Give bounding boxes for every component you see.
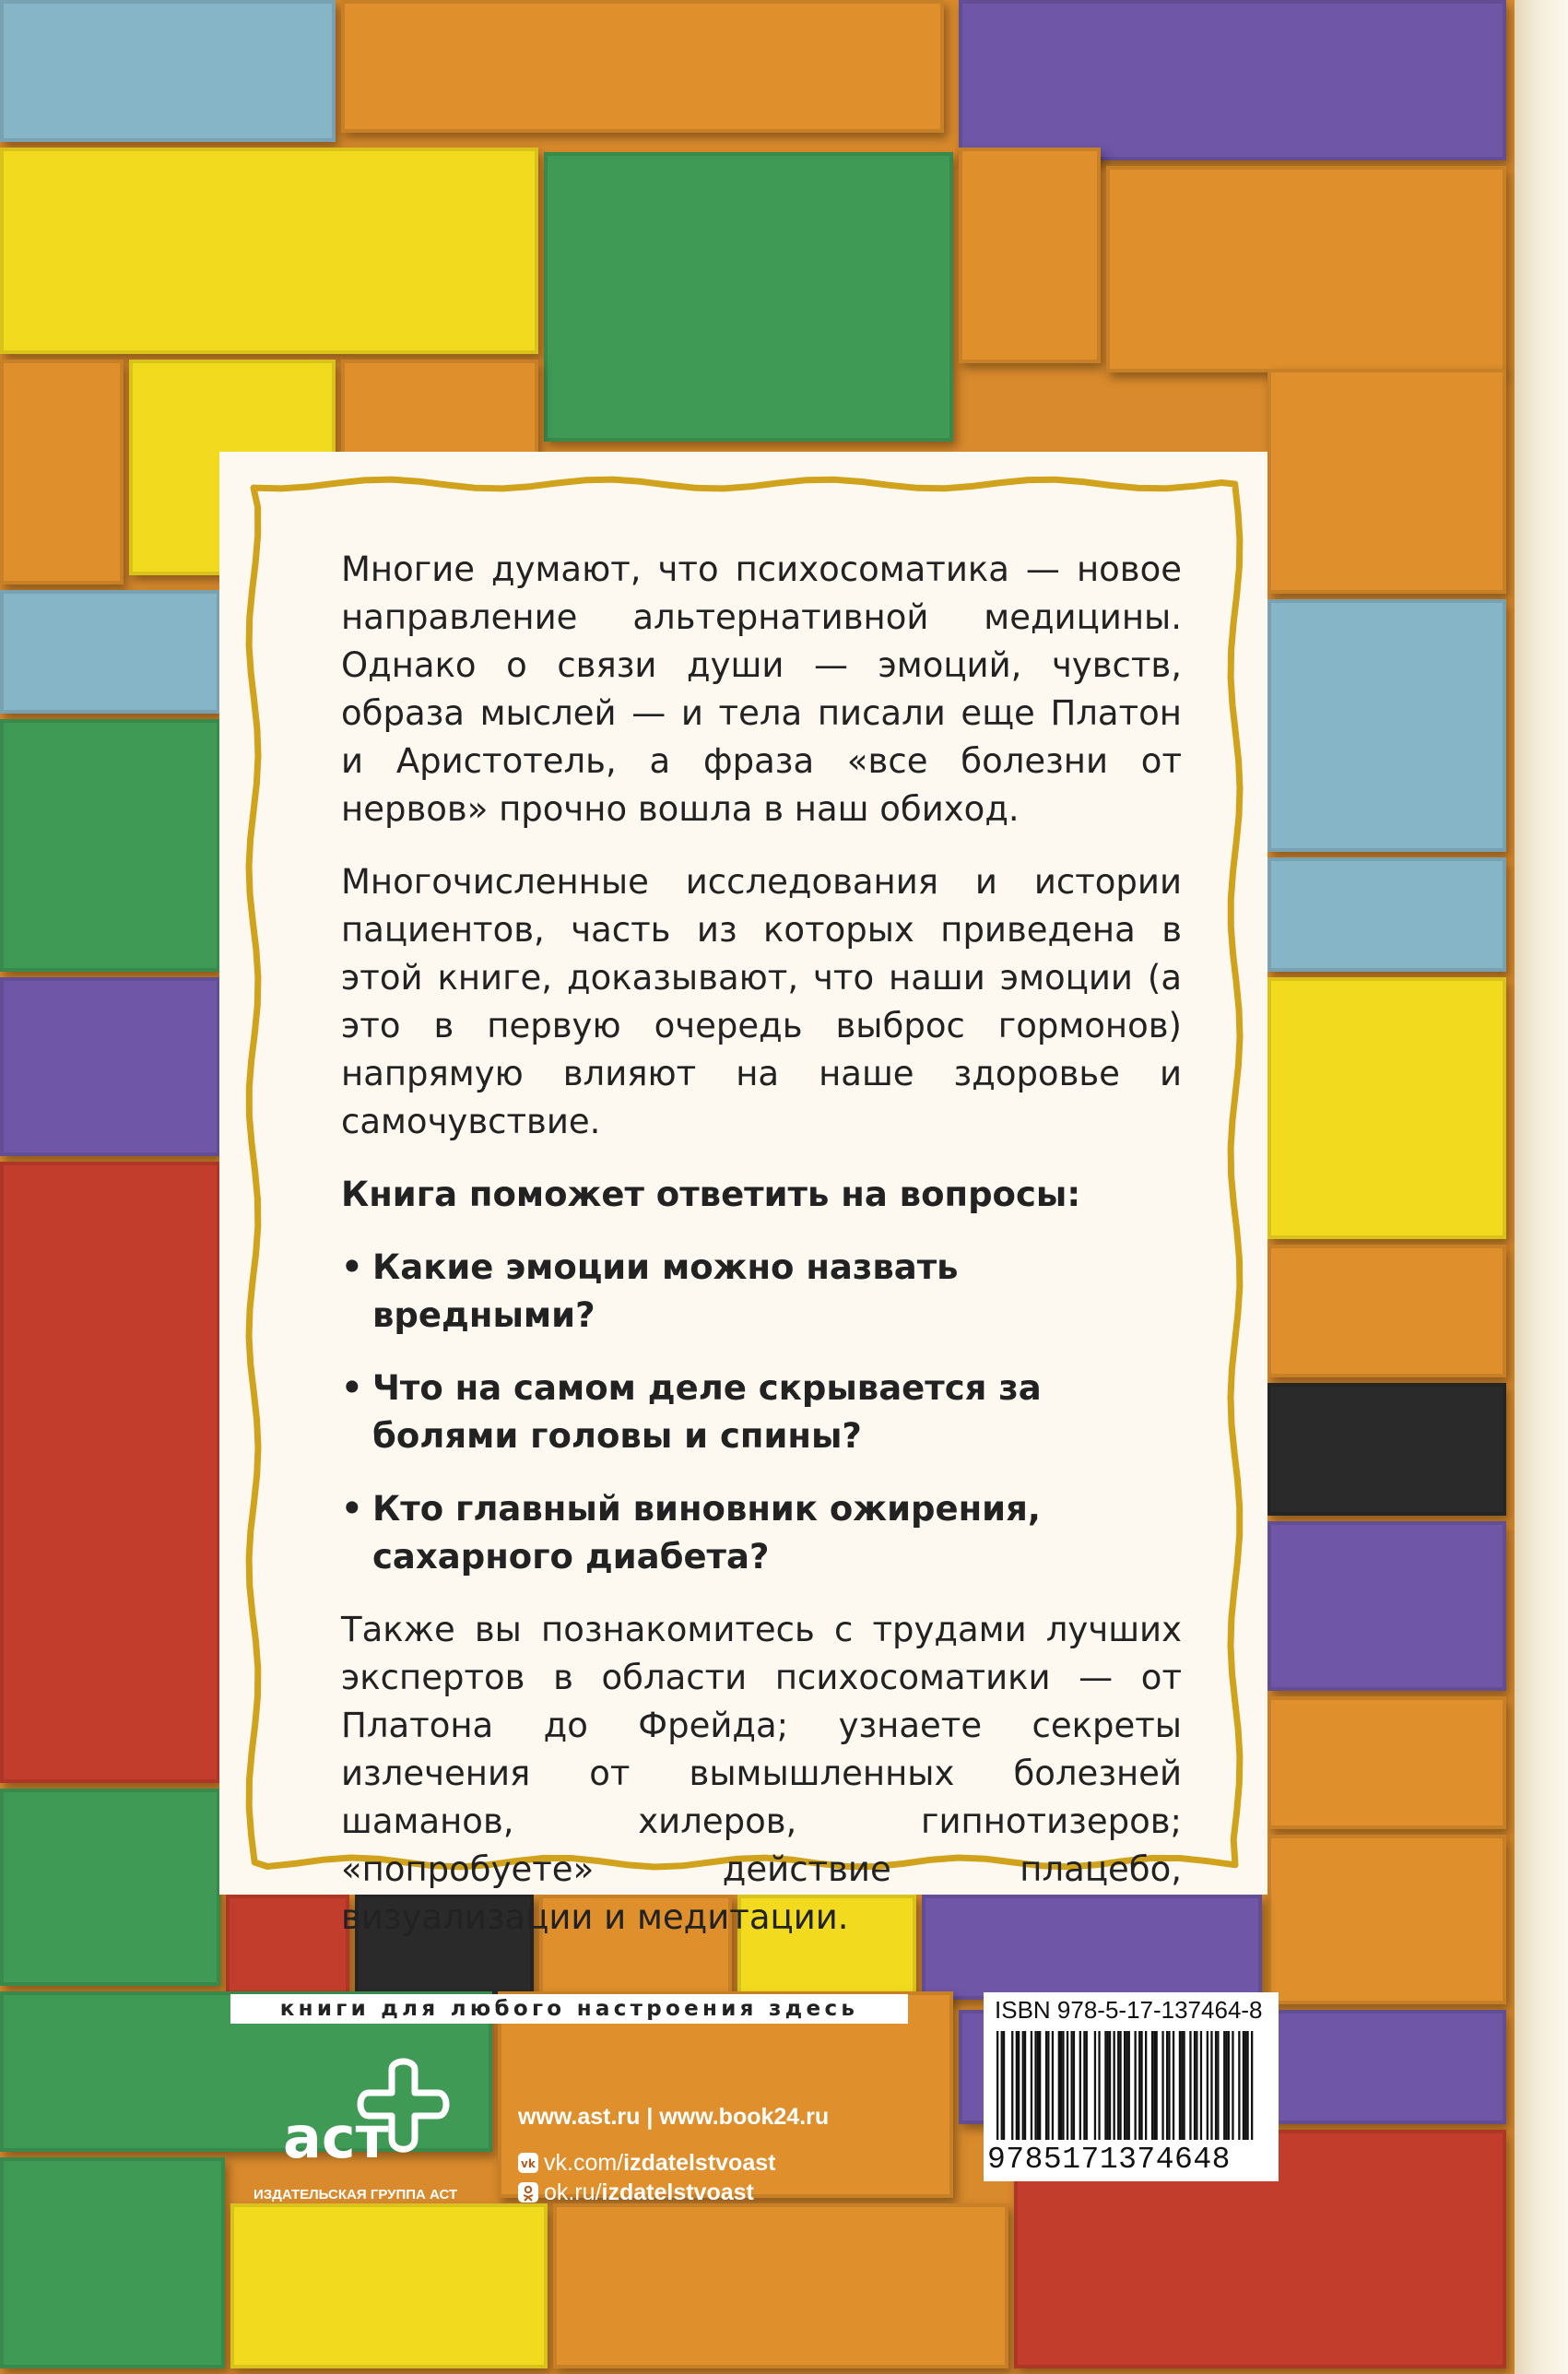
publisher-group-name: ИЗДАТЕЛЬСКАЯ ГРУППА АСТ xyxy=(253,2187,458,2203)
barcode-bar xyxy=(1062,2031,1064,2140)
barcode-bar xyxy=(1181,2031,1183,2140)
barcode-bar xyxy=(1179,2031,1181,2140)
barcode-icon xyxy=(996,2031,1266,2144)
barcode-bar xyxy=(1223,2031,1225,2140)
bullet-text: Какие эмоции можно назвать вредными? xyxy=(372,1247,959,1335)
barcode-bar xyxy=(1001,2031,1003,2140)
isbn-label: ISBN 978-5-17-137464-8 xyxy=(995,1996,1263,2024)
barcode-bar xyxy=(1073,2031,1075,2140)
barcode-bar xyxy=(1016,2031,1018,2140)
barcode-bar xyxy=(1083,2031,1085,2140)
barcode-bar xyxy=(1189,2031,1191,2140)
barcode-bar xyxy=(1117,2031,1119,2140)
barcode-bar xyxy=(1151,2031,1153,2140)
barcode-bar xyxy=(1126,2031,1127,2140)
barcode-bar xyxy=(1047,2031,1049,2140)
bullet-icon: • xyxy=(341,1489,363,1529)
barcode-bar xyxy=(1018,2031,1020,2140)
barcode-bar xyxy=(1031,2031,1032,2140)
paragraph-2: Многочисленные исследования и истории пациентов, часть из которых приведена в этой книге, доказывают, что наши эмоции (а это в первую очередь выброс гормонов) напрямую влияют на наше здоровье и самочувствие. xyxy=(341,862,1182,1141)
barcode-bar xyxy=(1024,2031,1026,2140)
bullet-text: Кто главный виновник ожирения, сахарного диабета? xyxy=(372,1489,1041,1577)
barcode-bar xyxy=(1067,2031,1068,2140)
barcode-bar xyxy=(1058,2031,1060,2140)
barcode-bar xyxy=(1207,2031,1208,2140)
paragraph-3: Также вы познакомитесь с трудами лучших экспертов в области психосоматики — от Платона до Фрейда; узнаете секреты излечения от вымышленных болезней шаманов, хилеров, гипнотизеров; «попробуете» действие плацебо, визуализации и медитации. xyxy=(341,1610,1182,1937)
ok-prefix: ok.ru/ xyxy=(544,2179,602,2205)
isbn-digits: 9785171374648 xyxy=(987,2143,1231,2177)
barcode-bar xyxy=(1166,2031,1168,2140)
barcode-bar xyxy=(1161,2031,1163,2140)
barcode-bar xyxy=(1086,2031,1088,2140)
bullet-icon: • xyxy=(341,1368,363,1408)
ok-icon xyxy=(518,2182,538,2203)
barcode-bar xyxy=(1215,2031,1217,2140)
barcode-bar xyxy=(1071,2031,1073,2140)
barcode-bar xyxy=(1079,2031,1081,2140)
barcode-bar xyxy=(1045,2031,1047,2140)
barcode-bar xyxy=(1238,2031,1240,2140)
ok-handle: izdatelstvoast xyxy=(601,2179,754,2205)
ok-link[interactable] xyxy=(518,2179,754,2206)
barcode-bar xyxy=(1232,2031,1233,2140)
bullet-item xyxy=(341,1244,1182,1340)
barcode-bar xyxy=(1228,2031,1230,2140)
paragraph-1: Многие думают, что психосоматика — новое направление альтернативной медицины. Однако о связи души — эмоций, чувств, образа мыслей — и тела писали еще Платон и Аристотель, а фраза «все болезни от нервов» прочно вошла в наш обиход. xyxy=(341,549,1182,829)
tagline: книги для любого настроения здесь xyxy=(230,1994,908,2024)
bullet-icon: • xyxy=(341,1247,363,1287)
barcode-bar xyxy=(1243,2031,1244,2140)
barcode-bar xyxy=(1217,2031,1219,2140)
publisher-logo xyxy=(253,2051,484,2208)
barcode-bar xyxy=(1140,2031,1142,2140)
barcode-bar xyxy=(1145,2031,1147,2140)
barcode-bar xyxy=(1168,2031,1170,2140)
barcode-bar xyxy=(1153,2031,1155,2140)
bullet-item xyxy=(341,1364,1182,1460)
isbn-block xyxy=(984,1992,1279,2181)
barcode-bar xyxy=(1003,2031,1005,2140)
barcode-bar xyxy=(1104,2031,1106,2140)
barcode-bar xyxy=(1128,2031,1130,2140)
barcode-bar xyxy=(1107,2031,1109,2140)
barcode-bar xyxy=(1060,2031,1062,2140)
barcode-bar xyxy=(1039,2031,1041,2140)
barcode-bar xyxy=(1109,2031,1111,2140)
barcode-bar xyxy=(1094,2031,1096,2140)
barcode-bar xyxy=(1244,2031,1246,2140)
vk-handle: izdatelstvoast xyxy=(623,2150,776,2176)
barcode-bar xyxy=(1037,2031,1039,2140)
barcode-bar xyxy=(1052,2031,1054,2140)
barcode-bar xyxy=(1098,2031,1100,2140)
barcode-bar xyxy=(1200,2031,1202,2140)
barcode-bar xyxy=(1138,2031,1140,2140)
barcode-bar xyxy=(1114,2031,1115,2140)
barcode-bar xyxy=(1011,2031,1013,2140)
barcode-bar xyxy=(1022,2031,1024,2140)
vk-prefix: vk.com/ xyxy=(544,2150,624,2176)
vk-icon xyxy=(518,2153,538,2173)
barcode-bar xyxy=(1183,2031,1185,2140)
barcode-bar xyxy=(1196,2031,1197,2140)
barcode-bar xyxy=(1124,2031,1126,2140)
barcode-bar xyxy=(1210,2031,1212,2140)
website-links[interactable]: www.ast.ru | www.book24.ru xyxy=(518,2104,830,2130)
barcode-bar xyxy=(1173,2031,1174,2140)
bullet-item xyxy=(341,1485,1182,1581)
logo-wordmark: аст xyxy=(283,2104,389,2171)
barcode-bar xyxy=(996,2031,998,2140)
vk-link[interactable] xyxy=(518,2150,775,2177)
barcode-bar xyxy=(1251,2031,1253,2140)
barcode-bar xyxy=(1034,2031,1036,2140)
description-text xyxy=(341,546,1182,1967)
barcode-bar xyxy=(1156,2031,1158,2140)
barcode-bar xyxy=(1194,2031,1196,2140)
barcode-bar xyxy=(1225,2031,1227,2140)
barcode-bar xyxy=(1119,2031,1121,2140)
barcode-bar xyxy=(1135,2031,1137,2140)
bullet-text: Что на самом деле скрывается за болями головы и спины? xyxy=(372,1368,1042,1456)
barcode-bar xyxy=(1246,2031,1248,2140)
svg-text:vk: vk xyxy=(521,2157,536,2170)
questions-heading: Книга поможет ответить на вопросы: xyxy=(341,1175,1081,1214)
